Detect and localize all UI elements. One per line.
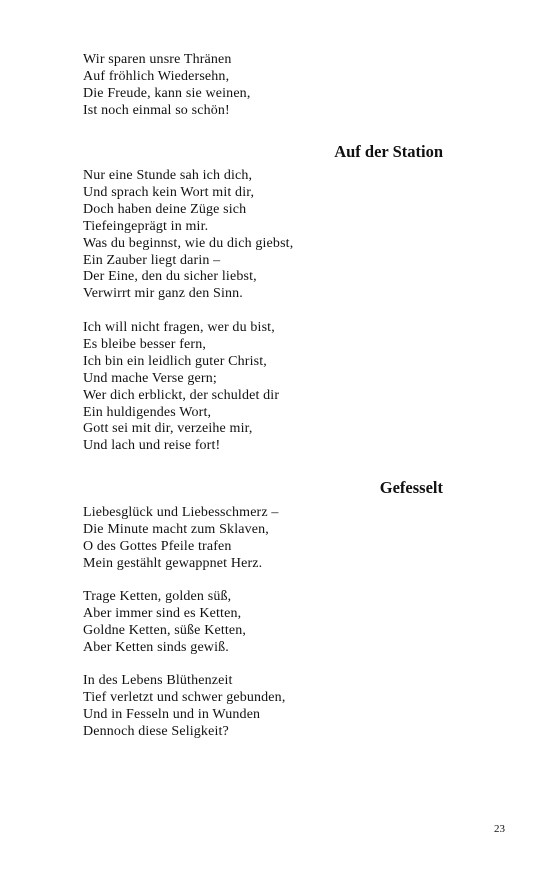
poem-line: Aber Ketten sinds gewiß. bbox=[83, 639, 229, 655]
poem-title-auf-der-station: Auf der Station bbox=[334, 142, 443, 161]
poem-line: Nur eine Stunde sah ich dich, bbox=[83, 168, 253, 183]
poem-line: Ich bin ein leidlich guter Christ, bbox=[83, 353, 267, 369]
poem-line: Auf fröhlich Wiedersehn, bbox=[83, 68, 230, 84]
poem-line: Und lach und reise fort! bbox=[83, 438, 221, 454]
poem2-stanza3 bbox=[83, 673, 443, 741]
poem-line: Goldne Ketten, süße Ketten, bbox=[83, 622, 247, 638]
poem1-stanza2 bbox=[83, 320, 443, 455]
poem-line: In des Lebens Blüthenzeit bbox=[83, 673, 233, 688]
poem-line: Und sprach kein Wort mit dir, bbox=[83, 184, 255, 200]
poem-line: Die Minute macht zum Sklaven, bbox=[83, 521, 269, 537]
poem-line: Liebesglück und Liebesschmerz – bbox=[83, 505, 279, 520]
poem-line: Ist noch einmal so schön! bbox=[83, 102, 230, 118]
poem-line: Doch haben deine Züge sich bbox=[83, 201, 247, 217]
poem-line: Was du beginnst, wie du dich giebst, bbox=[83, 235, 294, 251]
poem-line: Trage Ketten, golden süß, bbox=[83, 589, 232, 604]
poem-line: Verwirrt mir ganz den Sinn. bbox=[83, 286, 243, 302]
poem-line: Und in Fesseln und in Wunden bbox=[83, 706, 261, 722]
poem-line: Dennoch diese Seligkeit? bbox=[83, 723, 229, 739]
poem-line: Und mache Verse gern; bbox=[83, 370, 217, 386]
poem1-stanza1 bbox=[83, 168, 443, 303]
poem-line: Mein gestählt gewappnet Herz. bbox=[83, 555, 263, 571]
poem-line: Ein Zauber liegt darin – bbox=[83, 252, 221, 268]
intro-stanza bbox=[83, 52, 443, 120]
poem2-stanza1 bbox=[83, 505, 443, 573]
poem2-stanza2 bbox=[83, 589, 443, 657]
poem-line: Der Eine, den du sicher liebst, bbox=[83, 269, 257, 285]
poem-line: Tiefeingeprägt in mir. bbox=[83, 218, 209, 234]
poem-line: Es bleibe besser fern, bbox=[83, 336, 207, 352]
poem-title-gefesselt: Gefesselt bbox=[379, 478, 443, 497]
poem-line: Wer dich erblickt, der schuldet dir bbox=[83, 387, 280, 403]
page-number: 23 bbox=[494, 823, 505, 835]
poem-line: Tief verletzt und schwer gebunden, bbox=[83, 689, 286, 705]
poem-line: O des Gottes Pfeile trafen bbox=[83, 538, 232, 554]
poem-line: Ich will nicht fragen, wer du bist, bbox=[83, 320, 275, 335]
poem-line: Aber immer sind es Ketten, bbox=[83, 605, 242, 621]
poem-line: Wir sparen unsre Thränen bbox=[83, 52, 232, 67]
poem-line: Ein huldigendes Wort, bbox=[83, 404, 212, 420]
poem-line: Die Freude, kann sie weinen, bbox=[83, 85, 251, 101]
poem-line: Gott sei mit dir, verzeihe mir, bbox=[83, 421, 253, 437]
